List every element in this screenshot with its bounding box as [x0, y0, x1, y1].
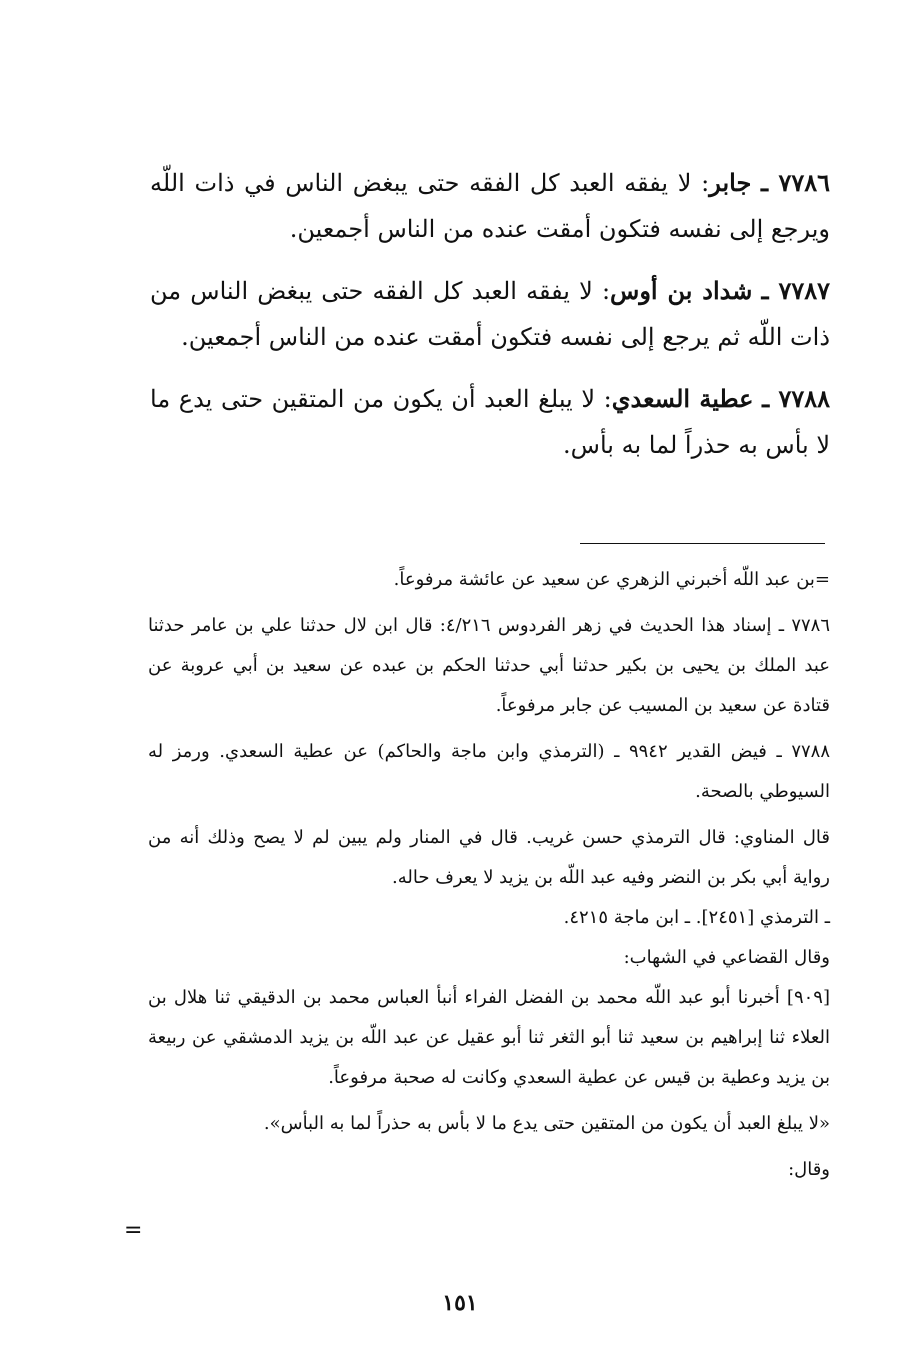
entry-number: ٧٧٨٧ ـ — [761, 276, 830, 305]
entry-text: : لا يفقه العبد كل الفقه حتى يبغض الناس من ذات اللّه ثم يرجع إلى نفسه فتكون أمقت عنده من الناس أجمعين. — [150, 277, 830, 351]
footnote-references: ـ الترمذي [٢٤٥١]. ـ ابن ماجة ٤٢١٥. — [563, 907, 830, 928]
footnote-isnad-909: [٩٠٩] أخبرنا أبو عبد اللّه محمد بن الفضل الفراء أنبأ العباس محمد بن الدقيقي ثنا هلال بن العلاء ثنا إبراهيم بن سعيد ثنا أبو الثغر ثنا أبو عقيل عن عبد اللّه بن يزيد الدمشقي عن ربيعة بن يزيد وعطية بن قيس عن عطية السعدي وكانت له صحبة مرفوعاً. — [148, 987, 830, 1088]
footnote-munawi: قال المناوي: قال الترمذي حسن غريب. قال في المنار ولم يبين لم لا يصح وذلك أنه من رواية أبي بكر بن النضر وفيه عبد اللّه بن يزيد لا يعرف حاله. — [148, 827, 830, 888]
entry-number: ٧٧٨٨ ـ — [762, 384, 831, 413]
continuation-mark: = — [124, 1218, 143, 1243]
footnote-7788: ٧٧٨٨ ـ فيض القدير ٩٩٤٢ ـ (الترمذي وابن ماجة والحاكم) عن عطية السعدي. ورمز له السيوطي بالصحة. — [148, 741, 831, 802]
hadith-entry-7788 — [150, 376, 830, 468]
page-number: ١٥١ — [442, 1290, 478, 1316]
hadith-entry-7787 — [150, 268, 830, 360]
footnote-continuation: =بن عبد اللّه أخبرني الزهري عن سعيد عن عائشة مرفوعاً. — [393, 569, 830, 590]
narrator-name: عطية السعدي — [611, 384, 754, 413]
entry-text: : لا يفقه العبد كل الفقه حتى يبغض الناس في ذات اللّه ويرجع إلى نفسه فتكون أمقت عنده من الناس أجمعين. — [150, 169, 830, 243]
footnotes — [148, 560, 830, 1196]
hadith-entry-7786 — [150, 160, 830, 252]
footnote-qudai-intro: وقال القضاعي في الشهاب: — [623, 947, 830, 968]
narrator-name: شداد بن أوس — [610, 276, 753, 305]
main-text — [150, 160, 830, 484]
entry-text: : لا يبلغ العبد أن يكون من المتقين حتى يدع ما لا بأس به حذراً لما به بأس. — [150, 385, 830, 459]
footnote-7786: ٧٧٨٦ ـ إسناد هذا الحديث في زهر الفردوس ٤/٢١٦: قال ابن لال حدثنا علي بن عامر حدثنا عبد الملك بن يحيى بن بكير حدثنا أبي حدثنا الحكم بن عبده عن سعيد بن أبي عروبة عن قتادة عن سعيد بن المسيب عن جابر مرفوعاً. — [148, 615, 830, 716]
footnote-wa-qal: وقال: — [788, 1159, 830, 1180]
footnote-divider — [580, 543, 825, 544]
footnote-hadith-quote: «لا يبلغ العبد أن يكون من المتقين حتى يدع ما لا بأس به حذراً لما به البأس». — [263, 1113, 830, 1134]
entry-number: ٧٧٨٦ ـ — [761, 168, 830, 197]
narrator-name: جابر — [709, 168, 752, 197]
